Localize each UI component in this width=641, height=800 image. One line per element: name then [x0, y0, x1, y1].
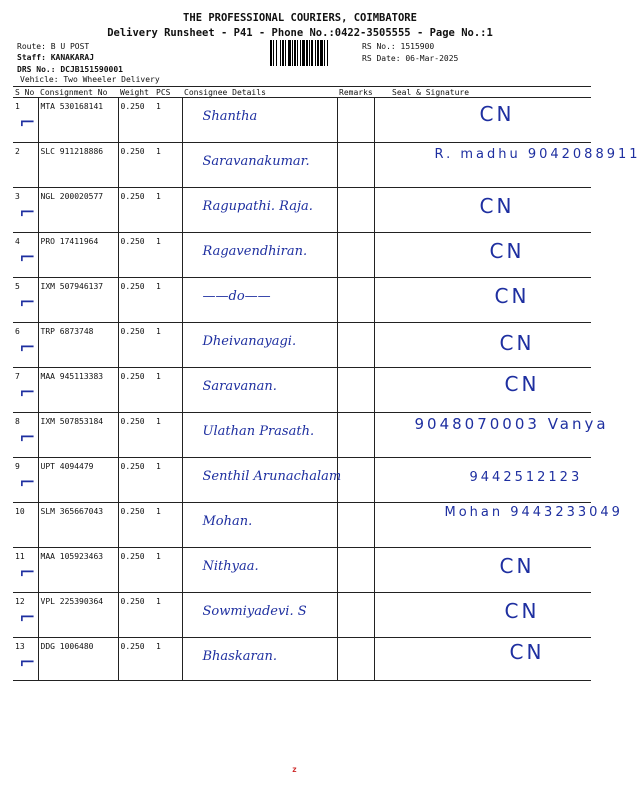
- consignment-number: PRO 17411964: [40, 237, 99, 246]
- consignment-number: MAA 945113383: [40, 372, 104, 381]
- remarks-cell: [337, 638, 374, 681]
- remarks-cell: [337, 548, 374, 593]
- signature-cell: [374, 323, 591, 368]
- weight-cell: [118, 458, 154, 503]
- weight-cell: [118, 503, 154, 548]
- consignee-name: Nithyaa.: [202, 559, 259, 574]
- consignee-cell: [182, 413, 337, 458]
- sno-cell: [13, 188, 38, 233]
- pcs-cell: [154, 458, 182, 503]
- consignee-cell: [182, 233, 337, 278]
- consignee-cell: [182, 458, 342, 503]
- consignment-cell: [38, 143, 118, 188]
- table-row: [13, 458, 591, 503]
- table-row: [13, 503, 591, 548]
- handwritten-signature: CN: [494, 284, 530, 308]
- table-header-row: [13, 87, 591, 98]
- rs-number: RS No.: 1515900: [362, 42, 435, 51]
- remarks-cell: [337, 368, 374, 413]
- weight-value: 0.250: [120, 327, 145, 336]
- sno-value: 9: [15, 462, 20, 471]
- footer-mark: z: [292, 765, 297, 774]
- consignee-cell: [182, 368, 337, 413]
- pcs-value: 1: [156, 462, 161, 471]
- signature-cell: [374, 548, 591, 593]
- tick-mark-icon: ⌐: [19, 470, 36, 494]
- consignee-name: ——do——: [202, 289, 271, 304]
- tick-mark-icon: ⌐: [19, 290, 36, 314]
- staff-label: Staff: KANAKARAJ: [17, 53, 95, 62]
- table-row: [13, 233, 591, 278]
- pcs-value: 1: [156, 327, 161, 336]
- weight-cell: [118, 368, 154, 413]
- tick-mark-icon: ⌐: [19, 425, 36, 449]
- sno-cell: [13, 503, 38, 548]
- barcode: [270, 40, 352, 66]
- consignee-name: Sowmiyadevi. S: [202, 604, 307, 619]
- consignee-cell: [182, 323, 337, 368]
- col-remarks-header: Remarks: [339, 87, 373, 97]
- consignee-name: Shantha: [202, 109, 258, 124]
- pcs-value: 1: [156, 102, 161, 111]
- consignment-cell: [38, 548, 118, 593]
- remarks-cell: [337, 503, 374, 548]
- col-pcs-header: PCS: [154, 87, 182, 98]
- consignee-cell: [182, 278, 337, 323]
- col-consignee-header: Consignee Details: [182, 87, 337, 98]
- remarks-cell: [337, 278, 374, 323]
- tick-mark-icon: ⌐: [19, 560, 36, 584]
- consignment-number: SLM 365667043: [40, 507, 104, 516]
- weight-value: 0.250: [120, 237, 145, 246]
- pcs-cell: [154, 233, 182, 278]
- sno-value: 3: [15, 192, 20, 201]
- signature-cell: [374, 503, 623, 548]
- consignment-cell: [38, 503, 118, 548]
- handwritten-signature: CN: [499, 554, 535, 578]
- sno-cell: [13, 593, 38, 638]
- sno-value: 12: [15, 597, 25, 606]
- tick-mark-icon: ⌐: [19, 110, 36, 134]
- consignee-cell: [182, 503, 337, 548]
- sno-cell: [13, 458, 38, 503]
- sno-cell: [13, 233, 38, 278]
- weight-value: 0.250: [120, 147, 145, 156]
- pcs-value: 1: [156, 147, 161, 156]
- tick-mark-icon: ⌐: [19, 200, 36, 224]
- consignment-number: IXM 507946137: [40, 282, 104, 291]
- runsheet-table: [13, 86, 641, 681]
- weight-cell: [118, 278, 154, 323]
- sno-value: 5: [15, 282, 20, 291]
- weight-value: 0.250: [120, 417, 145, 426]
- pcs-value: 1: [156, 417, 161, 426]
- consignee-name: Ragupathi. Raja.: [202, 199, 313, 214]
- signature-cell: [374, 188, 591, 233]
- handwritten-signature: Mohan 9443233049: [444, 505, 623, 520]
- consignment-cell: [38, 188, 118, 233]
- pcs-value: 1: [156, 192, 161, 201]
- sno-cell: [13, 413, 38, 458]
- remarks-cell: [337, 143, 374, 188]
- table-row: [13, 143, 591, 188]
- consignee-name: Mohan.: [202, 514, 253, 529]
- consignment-cell: [38, 278, 118, 323]
- weight-cell: [118, 638, 154, 681]
- consignee-name: Ulathan Prasath.: [202, 424, 315, 439]
- sno-cell: [13, 548, 38, 593]
- sno-value: 11: [15, 552, 25, 561]
- company-title: THE PROFESSIONAL COURIERS, COIMBATORE: [183, 12, 417, 24]
- consignee-cell: [182, 593, 337, 638]
- table-row: [13, 548, 591, 593]
- consignee-cell: [182, 143, 337, 188]
- table-row: [13, 638, 591, 681]
- pcs-cell: [154, 143, 182, 188]
- pcs-cell: [154, 638, 182, 681]
- handwritten-signature: CN: [509, 640, 545, 664]
- table-row: [13, 98, 591, 143]
- weight-cell: [118, 593, 154, 638]
- table-row: [13, 593, 591, 638]
- weight-cell: [118, 143, 154, 188]
- sno-value: 4: [15, 237, 20, 246]
- pcs-value: 1: [156, 507, 161, 516]
- pcs-cell: [154, 278, 182, 323]
- signature-cell: [374, 458, 591, 503]
- remarks-cell: [337, 233, 374, 278]
- weight-value: 0.250: [120, 282, 145, 291]
- weight-cell: [118, 188, 154, 233]
- consignee-cell: [182, 638, 337, 681]
- table-row: [13, 323, 591, 368]
- pcs-cell: [154, 413, 182, 458]
- consignment-number: MAA 105923463: [40, 552, 104, 561]
- consignment-cell: [38, 323, 118, 368]
- weight-cell: [118, 548, 154, 593]
- handwritten-signature: CN: [504, 599, 540, 623]
- weight-cell: [118, 323, 154, 368]
- handwritten-signature: 9442512123: [469, 470, 583, 485]
- sno-cell: [13, 368, 38, 413]
- route-label: Route: B U POST: [17, 42, 90, 51]
- sno-value: 2: [15, 147, 20, 156]
- handwritten-signature: CN: [489, 239, 525, 263]
- col-consignment-header: Consignment No: [38, 87, 118, 98]
- pcs-cell: [154, 188, 182, 233]
- pcs-value: 1: [156, 642, 161, 651]
- signature-cell: [374, 368, 591, 413]
- consignment-number: NGL 200020577: [40, 192, 104, 201]
- tick-mark-icon: ⌐: [19, 335, 36, 359]
- weight-value: 0.250: [120, 552, 145, 561]
- handwritten-signature: CN: [479, 102, 515, 126]
- drs-label: DRS No.: DCJB151590001: [17, 65, 123, 74]
- weight-cell: [118, 233, 154, 278]
- sno-cell: [13, 143, 38, 188]
- tick-mark-icon: ⌐: [19, 245, 36, 269]
- pcs-value: 1: [156, 237, 161, 246]
- sno-cell: [13, 638, 38, 681]
- sno-value: 13: [15, 642, 25, 651]
- sno-cell: [13, 278, 38, 323]
- weight-cell: [118, 413, 154, 458]
- signature-cell: [374, 278, 591, 323]
- consignee-name: Saravanan.: [202, 379, 277, 394]
- weight-value: 0.250: [120, 462, 145, 471]
- pcs-cell: [154, 593, 182, 638]
- consignee-cell: [182, 548, 337, 593]
- vehicle-label: Vehicle: Two Wheeler Delivery: [20, 75, 160, 84]
- handwritten-signature: CN: [504, 372, 540, 396]
- consignment-cell: [38, 413, 118, 458]
- tick-mark-icon: ⌐: [19, 605, 36, 629]
- tick-mark-icon: ⌐: [19, 380, 36, 404]
- rs-date: RS Date: 06-Mar-2025: [362, 54, 459, 63]
- consignment-number: IXM 507853184: [40, 417, 104, 426]
- tick-mark-icon: ⌐: [19, 650, 36, 674]
- consignment-cell: [38, 638, 118, 681]
- remarks-cell: [337, 98, 374, 143]
- weight-value: 0.250: [120, 507, 145, 516]
- weight-value: 0.250: [120, 372, 145, 381]
- consignee-name: Senthil Arunachalam: [202, 469, 342, 484]
- consignee-cell: [182, 98, 337, 143]
- table-row: [13, 188, 591, 233]
- remarks-cell: [337, 458, 374, 503]
- consignee-name: Ragavendhiran.: [202, 244, 308, 259]
- table-row: [13, 413, 591, 458]
- consignee-name: Dheivanayagi.: [202, 334, 297, 349]
- consignment-cell: [38, 593, 118, 638]
- consignment-cell: [38, 233, 118, 278]
- consignment-number: VPL 225390364: [40, 597, 104, 606]
- consignee-name: Bhaskaran.: [202, 649, 277, 664]
- consignment-cell: [38, 98, 118, 143]
- remarks-cell: [337, 323, 374, 368]
- table-row: [13, 368, 591, 413]
- pcs-cell: [154, 503, 182, 548]
- remarks-cell: [337, 413, 374, 458]
- weight-value: 0.250: [120, 642, 145, 651]
- pcs-cell: [154, 368, 182, 413]
- consignee-name: Saravanakumar.: [202, 154, 310, 169]
- runsheet-subtitle: Delivery Runsheet - P41 - Phone No.:0422-3505555 - Page No.:1: [107, 27, 493, 39]
- consignment-cell: [38, 458, 118, 503]
- remarks-cell: [337, 188, 374, 233]
- signature-cell: [374, 233, 591, 278]
- weight-value: 0.250: [120, 192, 145, 201]
- consignment-number: UPT 4094479: [40, 462, 94, 471]
- consignment-cell: [38, 368, 118, 413]
- signature-cell: [374, 593, 591, 638]
- consignment-number: MTA 530168141: [40, 102, 104, 111]
- consignment-number: SLC 911218886: [40, 147, 104, 156]
- sno-cell: [13, 98, 38, 143]
- sno-value: 8: [15, 417, 20, 426]
- pcs-cell: [154, 323, 182, 368]
- sno-value: 6: [15, 327, 20, 336]
- col-weight-header: Weight: [118, 87, 154, 98]
- consignment-number: TRP 6873748: [40, 327, 94, 336]
- pcs-value: 1: [156, 372, 161, 381]
- pcs-value: 1: [156, 552, 161, 561]
- signature-cell: [374, 143, 641, 188]
- consignment-number: DDG 1006480: [40, 642, 94, 651]
- handwritten-signature: CN: [479, 194, 515, 218]
- sno-value: 7: [15, 372, 20, 381]
- pcs-cell: [154, 98, 182, 143]
- weight-cell: [118, 98, 154, 143]
- consignee-cell: [182, 188, 337, 233]
- pcs-value: 1: [156, 282, 161, 291]
- pcs-value: 1: [156, 597, 161, 606]
- pcs-cell: [154, 548, 182, 593]
- col-sno-header: S No: [13, 87, 38, 98]
- sno-value: 10: [15, 507, 25, 516]
- handwritten-signature: R. madhu 9042088911: [434, 147, 641, 162]
- col-signature-header: Seal & Signature: [374, 87, 591, 98]
- table-row: [13, 278, 591, 323]
- signature-cell: [374, 638, 591, 681]
- signature-cell: [374, 98, 591, 143]
- weight-value: 0.250: [120, 597, 145, 606]
- sno-cell: [13, 323, 38, 368]
- weight-value: 0.250: [120, 102, 145, 111]
- signature-cell: [374, 413, 609, 458]
- handwritten-signature: 9048070003 Vanya: [414, 415, 609, 433]
- sno-value: 1: [15, 102, 20, 111]
- remarks-cell: [337, 593, 374, 638]
- handwritten-signature: CN: [499, 331, 535, 355]
